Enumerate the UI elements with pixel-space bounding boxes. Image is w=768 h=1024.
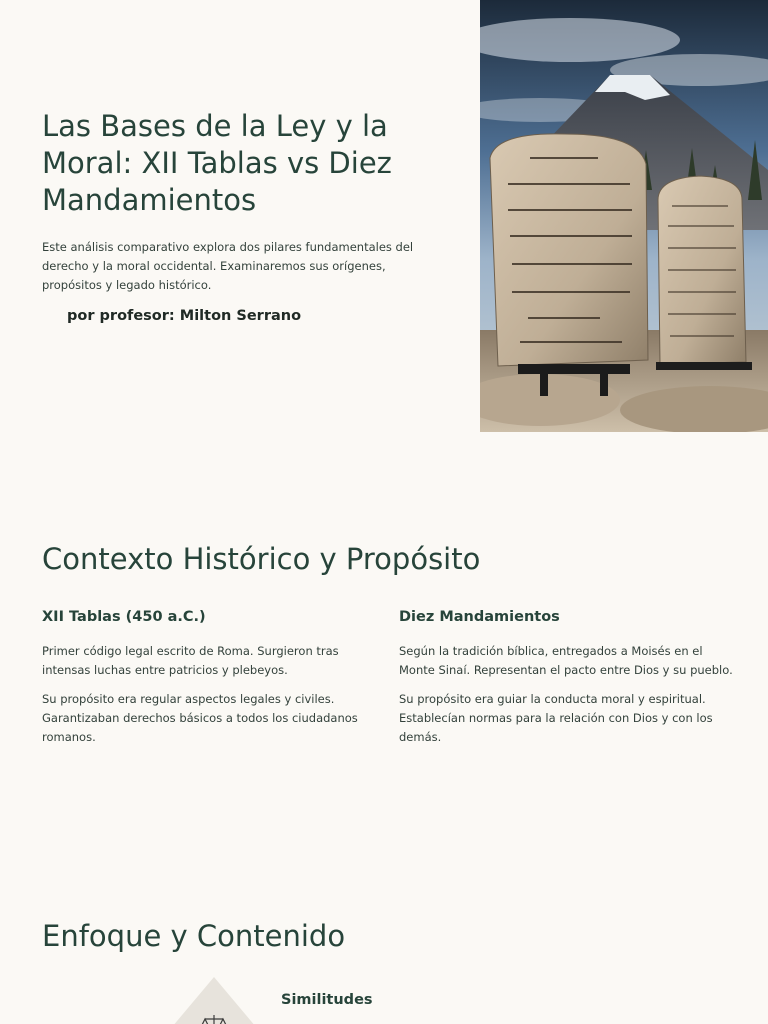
author-line: por profesor: Milton Serrano (67, 308, 302, 324)
column-text-mandamientos-origin: Según la tradición bíblica, entregados a Moisés en el Monte Sinaí. Representan el pacto entre Dios y su pueblo. (399, 644, 733, 677)
column-title-diez-mandamientos: Diez Mandamientos (399, 609, 560, 625)
scales-icon (172, 977, 256, 1024)
column-title-xii-tablas: XII Tablas (450 a.C.) (42, 609, 206, 625)
section-title-focus: Enfoque y Contenido (42, 919, 346, 953)
column-text-xii-tablas-origin: Primer código legal escrito de Roma. Surgieron tras intensas luchas entre patricios y plebeyos. (42, 644, 339, 677)
subsection-title-similitudes: Similitudes (281, 992, 373, 1008)
column-text-mandamientos-purpose: Su propósito era guiar la conducta moral y espiritual. Establecían normas para la relación con Dios y con los demás. (399, 692, 713, 744)
hero-description: Este análisis comparativo explora dos pilares fundamentales del derecho y la moral occidental. Examinaremos sus orígenes, propósitos y legado histórico. (42, 240, 414, 292)
page-title: Las Bases de la Ley y la Moral: XII Tablas vs Diez Mandamientos (42, 109, 392, 217)
column-text-xii-tablas-purpose: Su propósito era regular aspectos legales y civiles. Garantizaban derechos básicos a todos los ciudadanos romanos. (42, 692, 358, 744)
section-title-context: Contexto Histórico y Propósito (42, 542, 481, 576)
stone-tablets-image (480, 0, 768, 432)
